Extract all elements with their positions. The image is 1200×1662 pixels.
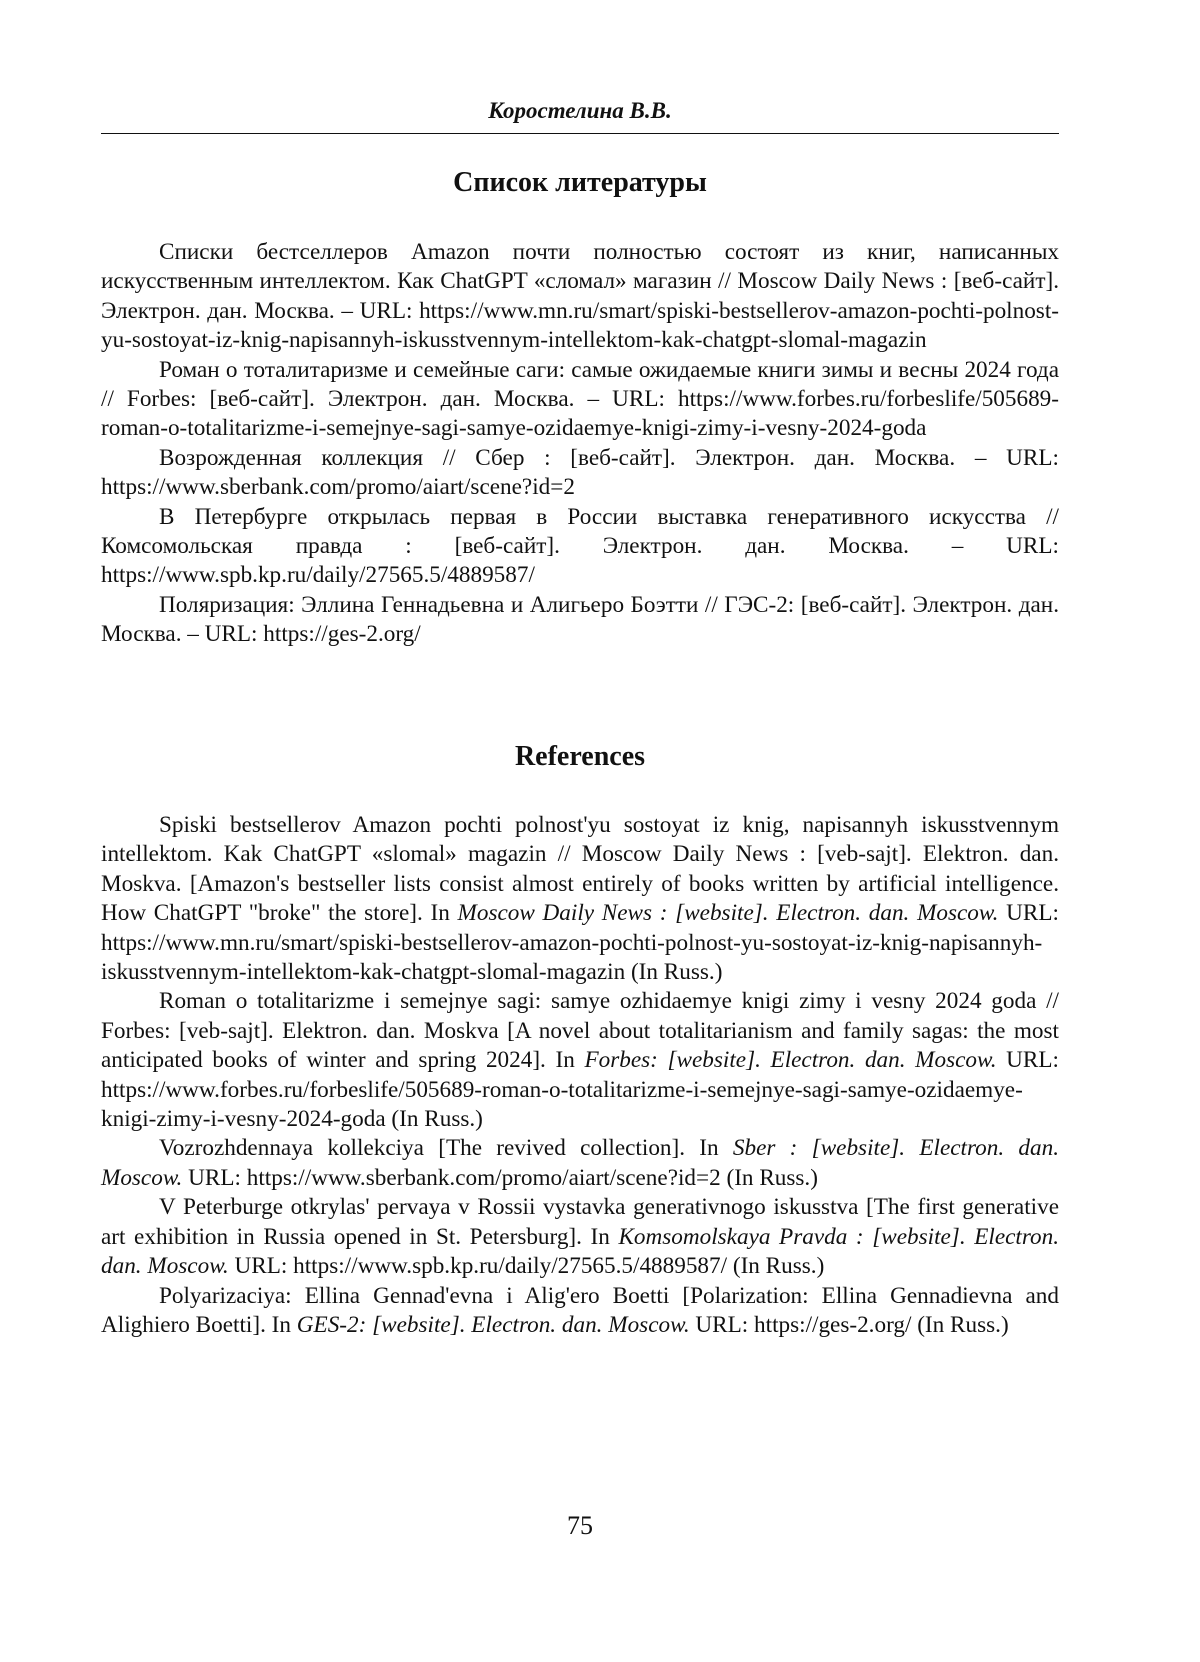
reference-source-italic: Forbes: [website]. Electron. dan. Moscow. [584, 1047, 997, 1074]
reference-item-en-2 [101, 987, 1059, 1134]
reference-item-ru-2: Роман о тоталитаризме и семейные саги: самые ожидаемые книги зимы и весны 2024 года // Forbes: [веб-сайт]. Электрон. дан. Москва. – URL: https://www.forbes.ru/forbeslife/505689-roman-o-totalitarizme-i-semejnye-sagi-samye-ozidaemye-knigi-zimy-i-vesny-2024-goda [101, 356, 1059, 442]
reference-item-ru-1: Списки бестселлеров Amazon почти полностью состоят из книг, написанных искусственным интеллектом. Как ChatGPT «сломал» магазин // Moscow Daily News : [веб-сайт]. Электрон. дан. Москва. – URL: https://www.mn.ru/smart/spiski-bestsellerov-amazon-pochti-polnost-yu-sostoyat-iz-knig-napisannyh-iskusstvennym-intellektom-kak-chatgpt-slomal-magazin [101, 239, 1059, 354]
reference-item-en-4 [101, 1193, 1059, 1281]
reference-source-italic: Sber : [website]. Electron. dan. Moscow. [101, 1135, 1059, 1191]
reference-item-en-3 [101, 1134, 1059, 1193]
english-references-title: References [514, 741, 646, 772]
document-page [101, 0, 1059, 1662]
page-number: 75 [567, 1511, 593, 1540]
reference-item-ru-5: Поляризация: Эллина Геннадьевна и Алигьеро Боэтти // ГЭС-2: [веб-сайт]. Электрон. дан. Москва. – URL: https://ges-2.org/ [101, 591, 1059, 648]
reference-item-ru-4: В Петербурге открылась первая в России выставка генеративного искусства // Комсомольская правда : [веб-сайт]. Электрон. дан. Москва. – URL: https://www.spb.kp.ru/daily/27565.5/4889587/ [101, 503, 1059, 589]
reference-url: URL: https://www.forbes.ru/forbeslife/505689-roman-o-totalitarizme-i-semejnye-sagi-samye-ozidaemye-knigi-zimy-i-vesny-2024-goda (In Russ.) [101, 1047, 1060, 1133]
running-header-author: Коростелина В.В. [488, 98, 672, 123]
reference-text: Roman o totalitarizme i semejnye sagi: samye ozhidaemye knigi zimy i vesny 2024 goda // Forbes: [veb-sajt]. Elektron. dan. Moskva [A novel about totalitarianism and family sagas: the most anticipated books of winter and spring 2024]. In [101, 988, 1059, 1074]
reference-source-italic: GES-2: [website]. Electron. dan. Moscow. [296, 1311, 690, 1338]
reference-item-en-5 [101, 1282, 1059, 1341]
reference-text: Vozrozhdennaya kollekciya [The revived collection]. In [159, 1135, 733, 1162]
reference-url: URL: https://www.mn.ru/smart/spiski-bestsellerov-amazon-pochti-polnost-yu-sostoyat-iz-knig-napisannyh-iskusstvennym-intellektom-kak-chatgpt-slomal-magazin (In Russ.) [101, 900, 1059, 986]
reference-text: Polyarizaciya: Ellina Gennad'evna i Alig'ero Boetti [Polarization: Ellina Gennadievna and Alighiero Boetti]. In [101, 1282, 1059, 1338]
header-divider [101, 133, 1059, 134]
reference-url: URL: https://www.spb.kp.ru/daily/27565.5/4889587/ (In Russ.) [228, 1253, 825, 1280]
reference-url: URL: https://ges-2.org/ (In Russ.) [689, 1311, 1009, 1338]
russian-reference-list [101, 238, 1059, 650]
russian-references-title: Список литературы [453, 167, 707, 198]
reference-text: Spiski bestsellerov Amazon pochti polnost'yu sostoyat iz knig, napisannyh iskusstvennym intellektom. Kak ChatGPT «slomal» magazin // Moscow Daily News : [veb-sajt]. Elektron. dan. Moskva. [Amazon's bestseller lists consist almost entirely of books written by artificial intelligence. How ChatGPT "broke" the store]. In [101, 812, 1059, 927]
reference-source-italic: Komsomolskaya Pravda : [website]. Electron. dan. Moscow. [101, 1223, 1059, 1280]
reference-item-en-1 [101, 811, 1059, 987]
reference-item-ru-3: Возрожденная коллекция // Сбер : [веб-сайт]. Электрон. дан. Москва. – URL: https://www.sberbank.com/promo/aiart/scene?id=2 [101, 444, 1059, 501]
reference-url: URL: https://www.sberbank.com/promo/aiart/scene?id=2 (In Russ.) [182, 1164, 818, 1191]
reference-source-italic: Moscow Daily News : [website]. Electron. dan. Moscow. [457, 900, 999, 927]
english-reference-list [101, 811, 1059, 1340]
reference-text: V Peterburge otkrylas' pervaya v Rossii vystavka generativnogo iskusstva [The first generative art exhibition in Russia opened in St. Petersburg]. In [101, 1194, 1059, 1250]
